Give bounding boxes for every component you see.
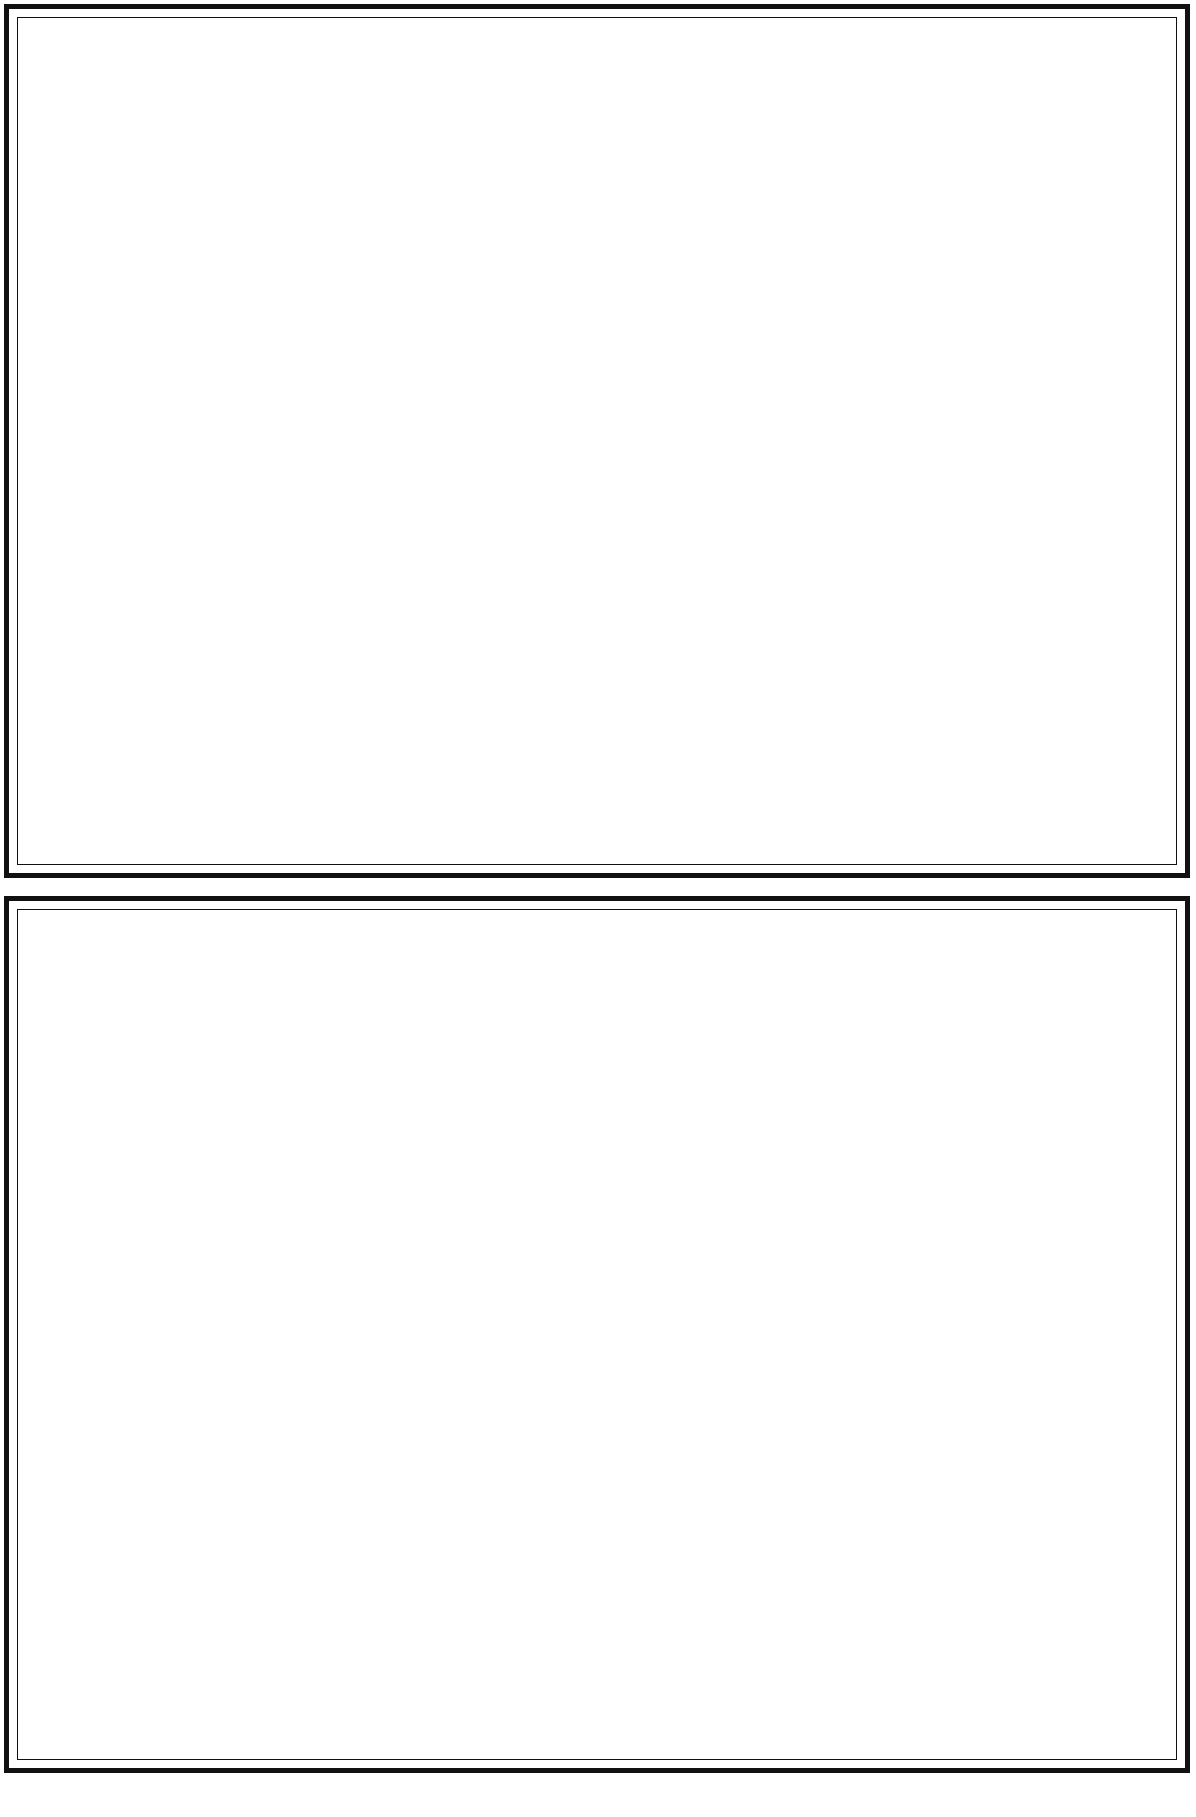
bottom-list-columns — [17, 909, 1177, 1760]
top-page-panel — [4, 4, 1190, 878]
bottom-page-panel — [4, 896, 1190, 1773]
top-text-columns — [17, 17, 1177, 865]
